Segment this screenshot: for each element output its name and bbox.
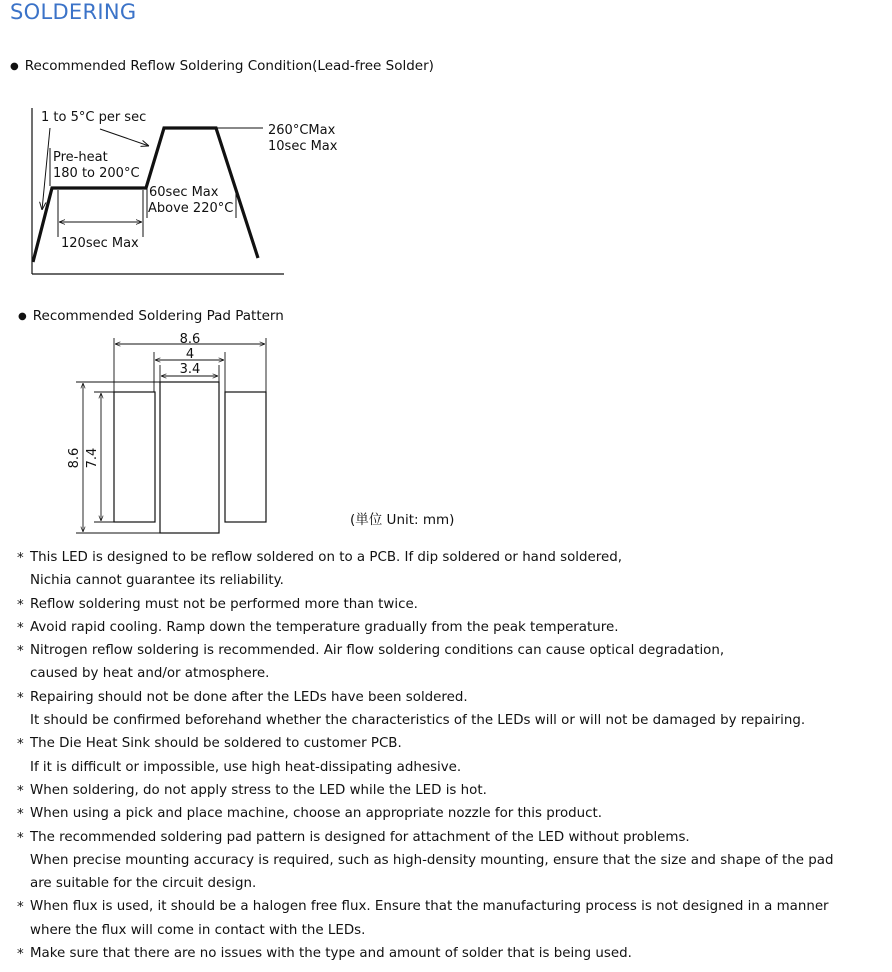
note-item bbox=[17, 802, 877, 825]
note-line: When precise mounting accuracy is required, such as high-density mounting, ensure that the size and shape of the pad bbox=[30, 852, 834, 868]
preheat-label-2: 180 to 200°C bbox=[53, 166, 140, 181]
asterisk-icon: * bbox=[17, 947, 24, 963]
dim-center-width-label: 4 bbox=[185, 347, 195, 362]
note-line: The Die Heat Sink should be soldered to customer PCB. bbox=[30, 736, 402, 752]
ramp-arrow-right bbox=[100, 129, 149, 146]
note-line: caused by heat and/or atmosphere. bbox=[30, 666, 270, 682]
bullet-icon: ● bbox=[10, 61, 19, 72]
note-item bbox=[17, 593, 877, 616]
asterisk-icon: * bbox=[17, 644, 24, 660]
pad-pattern-diagram bbox=[67, 332, 266, 533]
note-item bbox=[17, 732, 877, 779]
above-label-2: Above 220°C bbox=[148, 201, 234, 216]
reflow-profile-diagram bbox=[32, 108, 338, 274]
peak-label-1: 260°CMax bbox=[268, 123, 336, 138]
preheat-label-1: Pre-heat bbox=[53, 150, 108, 165]
pad-center bbox=[160, 382, 219, 533]
note-line: Repairing should not be done after the LEDs have been soldered. bbox=[30, 689, 468, 705]
note-line: When flux is used, it should be a halogen free flux. Ensure that the manufacturing process is not designed in a manner bbox=[30, 899, 829, 915]
asterisk-icon: * bbox=[17, 783, 24, 799]
asterisk-icon: * bbox=[17, 620, 24, 636]
note-line: It should be confirmed beforehand whether the characteristics of the LEDs will or will not be damaged by repairing. bbox=[30, 713, 806, 729]
note-line: Nitrogen reflow soldering is recommended. Air flow soldering conditions can cause optical degradation, bbox=[30, 643, 725, 659]
asterisk-icon: * bbox=[17, 900, 24, 916]
ramp-label: 1 to 5°C per sec bbox=[41, 110, 147, 125]
note-line: When using a pick and place machine, choose an appropriate nozzle for this product. bbox=[30, 806, 602, 822]
dim-outer-height-label: 8.6 bbox=[67, 447, 82, 469]
preheat-time-label: 120sec Max bbox=[61, 236, 139, 251]
note-line: When soldering, do not apply stress to the LED while the LED is hot. bbox=[30, 782, 487, 798]
note-item bbox=[17, 895, 877, 942]
dim-inner-width-label: 3.4 bbox=[179, 362, 201, 377]
soldering-notes-list bbox=[17, 546, 877, 965]
note-line: Make sure that there are no issues with the type and amount of solder that is being used. bbox=[30, 946, 632, 962]
reflow-heading-text: Recommended Reflow Soldering Condition(Lead-free Solder) bbox=[24, 58, 434, 74]
note-line: The recommended soldering pad pattern is designed for attachment of the LED without problems. bbox=[30, 829, 690, 845]
asterisk-icon: * bbox=[17, 737, 24, 753]
peak-label-2: 10sec Max bbox=[268, 139, 338, 154]
note-line: where the flux will come in contact with the LEDs. bbox=[30, 922, 366, 938]
note-item bbox=[17, 546, 877, 593]
pad-left bbox=[114, 392, 155, 522]
note-line: If it is difficult or impossible, use high heat-dissipating adhesive. bbox=[30, 759, 462, 775]
note-line: Nichia cannot guarantee its reliability. bbox=[30, 573, 284, 589]
dim-pad-height-label: 7.4 bbox=[85, 447, 100, 469]
dim-outer-width-label: 8.6 bbox=[179, 332, 201, 347]
note-item bbox=[17, 779, 877, 802]
pad-heading-text: Recommended Soldering Pad Pattern bbox=[32, 308, 284, 324]
above-label-1: 60sec Max bbox=[149, 185, 219, 200]
note-item bbox=[17, 639, 877, 686]
note-line: are suitable for the circuit design. bbox=[30, 876, 257, 892]
asterisk-icon: * bbox=[17, 551, 24, 566]
note-item bbox=[17, 826, 877, 896]
bullet-icon: ● bbox=[18, 311, 27, 322]
unit-note: (単位 Unit: mm) bbox=[350, 512, 455, 528]
note-line: This LED is designed to be reflow soldered on to a PCB. If dip soldered or hand soldered, bbox=[30, 550, 622, 565]
note-line: Avoid rapid cooling. Ramp down the temperature gradually from the peak temperature. bbox=[30, 619, 619, 635]
asterisk-icon: * bbox=[17, 830, 24, 846]
note-item bbox=[17, 942, 877, 965]
page-title: SOLDERING bbox=[10, 0, 137, 24]
pad-right bbox=[225, 392, 266, 522]
asterisk-icon: * bbox=[17, 690, 24, 706]
note-line: Reflow soldering must not be performed more than twice. bbox=[30, 596, 418, 612]
note-item bbox=[17, 616, 877, 639]
asterisk-icon: * bbox=[17, 807, 24, 823]
asterisk-icon: * bbox=[17, 597, 24, 613]
pad-heading bbox=[18, 308, 284, 324]
note-item bbox=[17, 686, 877, 733]
